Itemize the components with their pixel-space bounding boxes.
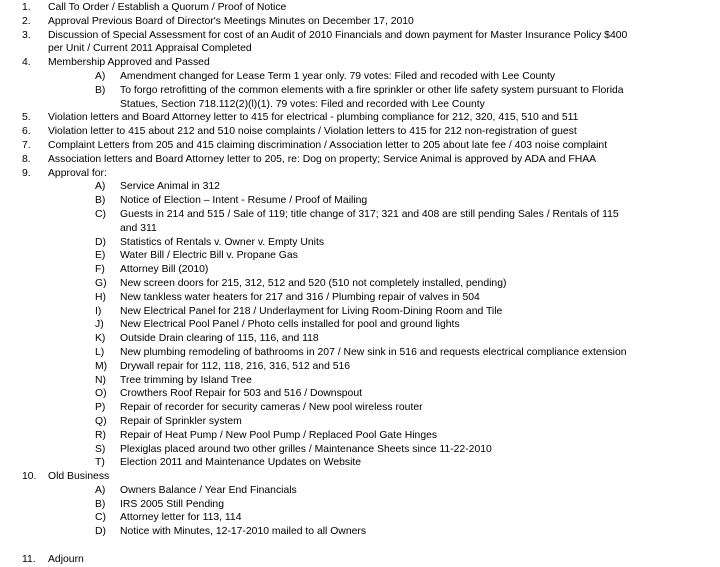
- agenda-item: [0, 56, 720, 70]
- sub-item-letter: E): [95, 250, 106, 262]
- sub-item-letter: N): [95, 374, 106, 386]
- sub-item: [0, 291, 720, 305]
- sub-item-text: Guests in 214 and 515 / Sale of 119; title change of 317; 321 and 408 are still pending Sales / Rentals of 115: [120, 208, 619, 220]
- sub-item: [0, 498, 720, 512]
- agenda-item: [0, 470, 720, 484]
- sub-item-text: Owners Balance / Year End Financials: [120, 484, 297, 496]
- sub-item-text: New Electrical Panel for 218 / Underlayment for Living Room-Dining Room and Tile: [120, 305, 503, 317]
- sub-item: [0, 346, 720, 360]
- sub-item: [0, 98, 720, 112]
- item-number: 3.: [22, 29, 31, 41]
- item-text: per Unit / Current 2011 Appraisal Completed: [48, 43, 252, 55]
- item-text: Approval Previous Board of Director's Meetings Minutes on December 17, 2010: [48, 15, 414, 27]
- sub-item-text: Notice with Minutes, 12-17-2010 mailed to all Owners: [120, 526, 367, 538]
- sub-item-letter: A): [95, 70, 106, 82]
- agenda-item: [0, 125, 720, 139]
- item-text: Old Business: [48, 471, 110, 483]
- agenda-item: [0, 139, 720, 153]
- sub-item-text: Drywall repair for 112, 118, 216, 316, 512 and 516: [120, 360, 351, 372]
- blank-line: [0, 539, 720, 553]
- agenda-item: [0, 42, 720, 56]
- sub-item-letter: Q): [95, 415, 107, 427]
- sub-item-text: Repair of Heat Pump / New Pool Pump / Replaced Pool Gate Hinges: [120, 429, 438, 441]
- item-text: Violation letters and Board Attorney letter to 415 for electrical - plumbing compliance for 212, 320, 415, 510 and 511: [48, 112, 579, 124]
- sub-item-text: Tree trimming by Island Tree: [120, 374, 252, 386]
- item-text: Adjourn: [48, 553, 84, 565]
- sub-item: [0, 208, 720, 222]
- sub-item-letter: A): [95, 484, 106, 496]
- item-text: Call To Order / Establish a Quorum / Proof of Notice: [48, 2, 287, 13]
- sub-item-letter: P): [95, 402, 106, 414]
- sub-item-letter: D): [95, 236, 106, 248]
- sub-item-text: New plumbing remodeling of bathrooms in 207 / New sink in 516 and requests electrical compliance extension: [120, 346, 627, 358]
- item-number: 6.: [22, 126, 31, 138]
- sub-item: [0, 277, 720, 291]
- sub-item: [0, 456, 720, 470]
- item-number: 10.: [22, 471, 37, 483]
- sub-item: [0, 180, 720, 194]
- agenda-item: [0, 1, 720, 15]
- sub-item-letter: C): [95, 208, 106, 220]
- item-number: 11.: [22, 553, 36, 565]
- item-text: Membership Approved and Passed: [48, 57, 210, 69]
- sub-item: [0, 511, 720, 525]
- item-text: Complaint Letters from 205 and 415 claiming discrimination / Association letter to 205 about late fee / 403 noise complaint: [48, 139, 608, 151]
- sub-item-letter: B): [95, 498, 106, 510]
- sub-item: [0, 70, 720, 84]
- sub-item: [0, 84, 720, 98]
- item-number: 5.: [22, 112, 31, 124]
- agenda-item: [0, 153, 720, 167]
- sub-item: [0, 332, 720, 346]
- agenda-item: [0, 167, 720, 181]
- sub-item-text: Attorney letter for 113, 114: [120, 512, 242, 524]
- agenda-item: [0, 29, 720, 43]
- sub-item-text: Outside Drain clearing of 115, 116, and 118: [120, 333, 319, 345]
- sub-item: [0, 374, 720, 388]
- sub-item-text: To forgo retrofitting of the common elements with a fire sprinkler or other life safety system pursuant to Florida: [120, 84, 624, 96]
- sub-item-letter: C): [95, 512, 106, 524]
- item-text: Association letters and Board Attorney letter to 205, re: Dog on property; Service Animal is approved by ADA and FHAA: [48, 153, 597, 165]
- sub-item-letter: I): [95, 305, 102, 317]
- agenda-item: [0, 553, 720, 567]
- sub-item: [0, 525, 720, 539]
- sub-item-text: Repair of Sprinkler system: [120, 415, 242, 427]
- sub-item-text: Election 2011 and Maintenance Updates on Website: [120, 457, 362, 469]
- item-number: 2.: [22, 15, 31, 27]
- sub-item-letter: L): [95, 346, 105, 358]
- item-number: 7.: [22, 139, 31, 151]
- sub-item: [0, 222, 720, 236]
- sub-item-text: Crowthers Roof Repair for 503 and 516 / Downspout: [120, 388, 363, 400]
- sub-item: [0, 401, 720, 415]
- sub-item-letter: F): [95, 264, 105, 276]
- sub-item-text: Attorney Bill (2010): [120, 264, 209, 276]
- sub-item-text: Water Bill / Electric Bill v. Propane Gas: [120, 250, 298, 262]
- sub-item: [0, 484, 720, 498]
- sub-item-letter: B): [95, 84, 106, 96]
- agenda-item: [0, 111, 720, 125]
- item-number: 4.: [22, 57, 31, 69]
- sub-item-letter: S): [95, 443, 106, 455]
- sub-item: [0, 415, 720, 429]
- sub-item-text: Statues, Section 718.112(2)(l)(1). 79 votes: Filed and recorded with Lee County: [120, 98, 485, 110]
- sub-item-text: New Electrical Pool Panel / Photo cells installed for pool and ground lights: [120, 319, 460, 331]
- item-text: Discussion of Special Assessment for cost of an Audit of 2010 Financials and down payment for Master Insurance Policy $400: [48, 29, 628, 41]
- sub-item-text: New screen doors for 215, 312, 512 and 520 (510 not completely installed, pending): [120, 277, 507, 289]
- sub-item-text: and 311: [120, 222, 157, 234]
- sub-item-letter: G): [95, 277, 107, 289]
- sub-item-text: Plexiglas placed around two other grilles / Maintenance Sheets since 11-22-2010: [120, 443, 492, 455]
- sub-item-letter: D): [95, 526, 106, 538]
- item-text: Approval for:: [48, 167, 107, 179]
- sub-item: [0, 194, 720, 208]
- sub-item-text: New tankless water heaters for 217 and 316 / Plumbing repair of valves in 504: [120, 291, 480, 303]
- item-number: 8.: [22, 153, 31, 165]
- agenda-item: [0, 15, 720, 29]
- sub-item: [0, 360, 720, 374]
- sub-item-text: Statistics of Rentals v. Owner v. Empty Units: [120, 236, 325, 248]
- sub-item-letter: A): [95, 181, 106, 193]
- sub-item-letter: H): [95, 291, 106, 303]
- sub-item-letter: O): [95, 388, 107, 400]
- sub-item: [0, 429, 720, 443]
- sub-item: [0, 318, 720, 332]
- sub-item-letter: J): [95, 319, 104, 331]
- meeting-agenda: [0, 1, 720, 567]
- sub-item-text: Notice of Election – Intent - Resume / Proof of Mailing: [120, 195, 368, 207]
- sub-item-text: Amendment changed for Lease Term 1 year only. 79 votes: Filed and recoded with Lee County: [120, 70, 556, 82]
- sub-item: [0, 387, 720, 401]
- sub-item-text: Repair of recorder for security cameras / New pool wireless router: [120, 402, 423, 414]
- sub-item: [0, 249, 720, 263]
- item-number: 1.: [22, 2, 31, 13]
- sub-item-letter: R): [95, 429, 106, 441]
- sub-item: [0, 236, 720, 250]
- item-text: Violation letter to 415 about 212 and 510 noise complaints / Violation letters to 415 for 212 non-registration of guest: [48, 126, 577, 138]
- sub-item-letter: M): [95, 360, 108, 372]
- sub-item: [0, 305, 720, 319]
- sub-item-text: Service Animal in 312: [120, 181, 220, 193]
- sub-item: [0, 443, 720, 457]
- sub-item-letter: K): [95, 333, 106, 345]
- sub-item-letter: T): [95, 457, 105, 469]
- sub-item: [0, 263, 720, 277]
- sub-item-letter: B): [95, 195, 106, 207]
- item-number: 9.: [22, 167, 31, 179]
- sub-item-text: IRS 2005 Still Pending: [120, 498, 224, 510]
